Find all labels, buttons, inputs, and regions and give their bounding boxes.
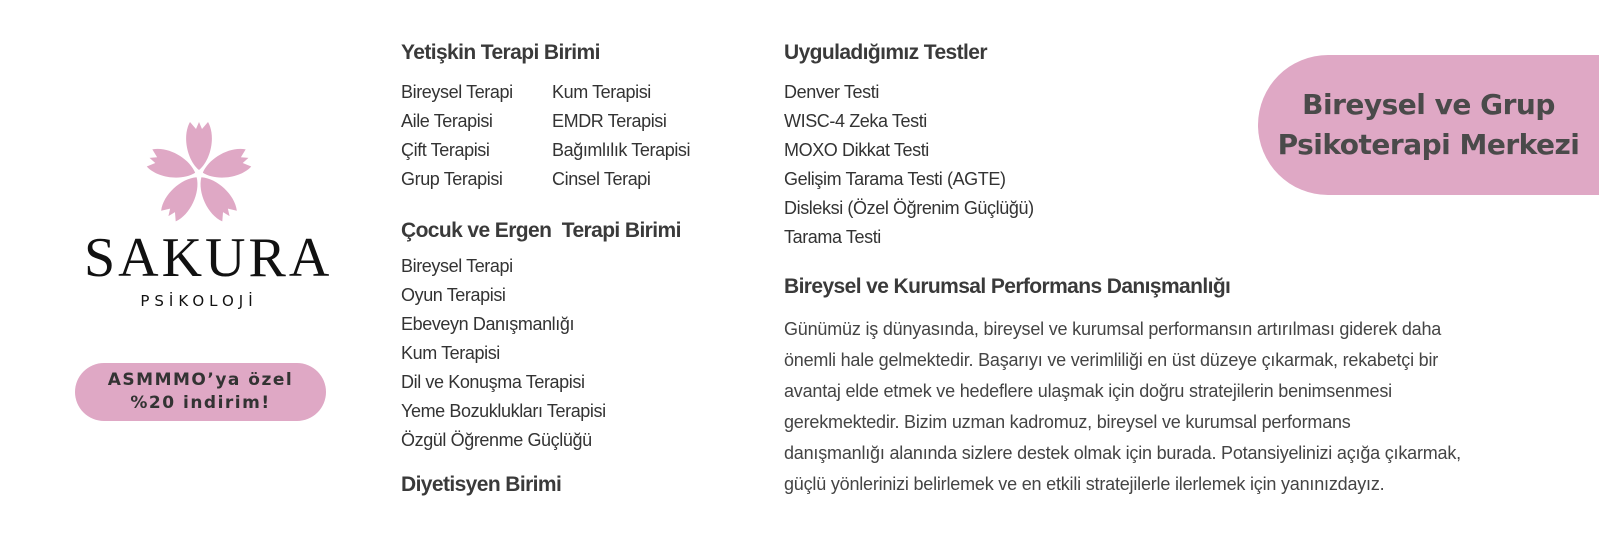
list-item: MOXO Dikkat Testi bbox=[784, 140, 929, 160]
list-item: Grup Terapisi bbox=[401, 169, 503, 189]
list-item: WISC-4 Zeka Testi bbox=[784, 111, 927, 131]
list-item: Denver Testi bbox=[784, 82, 879, 102]
performance-title: Bireysel ve Kurumsal Performans Danışmanlığı bbox=[784, 275, 1231, 298]
brand-name: SAKURA bbox=[84, 227, 333, 289]
list-item: Oyun Terapisi bbox=[401, 285, 506, 305]
paragraph-line: avantaj elde etmek ve hedeflere ulaşmak için doğru stratejilerin benimsenmesi bbox=[784, 381, 1392, 401]
list-item: Kum Terapisi bbox=[401, 343, 500, 363]
list-item: Aile Terapisi bbox=[401, 111, 493, 131]
logo bbox=[84, 120, 333, 320]
paragraph-line: güçlü yönlerinizi belirlemek ve en etkili stratejilerle ilerlemek için yanınızdayız. bbox=[784, 474, 1385, 494]
sakura-flower-icon bbox=[142, 120, 256, 228]
list-item: Bireysel Terapi bbox=[401, 82, 513, 102]
promo-badge bbox=[75, 363, 326, 421]
list-item: Gelişim Tarama Testi (AGTE) bbox=[784, 169, 1006, 189]
list-item: Özgül Öğrenme Güçlüğü bbox=[401, 430, 592, 450]
performance-paragraph bbox=[784, 314, 1504, 500]
center-badge-line-1: Bireysel ve Grup bbox=[1302, 88, 1555, 121]
list-item: Tarama Testi bbox=[784, 227, 881, 247]
list-item: Cinsel Terapi bbox=[552, 169, 651, 189]
adult-unit-list-col1 bbox=[401, 78, 513, 194]
adult-unit-title: Yetişkin Terapi Birimi bbox=[401, 41, 600, 64]
diet-unit-title: Diyetisyen Birimi bbox=[401, 473, 562, 496]
child-unit-list bbox=[401, 252, 606, 455]
list-item: Ebeveyn Danışmanlığı bbox=[401, 314, 575, 334]
center-badge bbox=[1258, 55, 1599, 195]
adult-unit-list-col2 bbox=[552, 78, 690, 194]
list-item: Yeme Bozuklukları Terapisi bbox=[401, 401, 606, 421]
list-item: Disleksi (Özel Öğrenim Güçlüğü) bbox=[784, 198, 1034, 218]
promo-line-2: %20 indirim! bbox=[130, 393, 271, 413]
center-badge-line-2: Psikoterapi Merkezi bbox=[1277, 128, 1580, 161]
brand-subtitle: PSİKOLOJİ bbox=[140, 292, 258, 310]
list-item: Dil ve Konuşma Terapisi bbox=[401, 372, 585, 392]
list-item: Bağımlılık Terapisi bbox=[552, 140, 691, 160]
list-item: Çift Terapisi bbox=[401, 140, 490, 160]
paragraph-line: danışmanlığı alanında sizlere destek olmak için burada. Potansiyelinizi açığa çıkarmak, bbox=[784, 443, 1461, 463]
paragraph-line: önemli hale gelmektedir. Başarıyı ve verimliliği en üst düzeye çıkarmak, rekabetçi bir bbox=[784, 350, 1439, 370]
child-unit-title: Çocuk ve Ergen Terapi Birimi bbox=[401, 219, 681, 242]
list-item: Kum Terapisi bbox=[552, 82, 651, 102]
paragraph-line: Günümüz iş dünyasında, bireysel ve kurumsal performansın artırılması giderek daha bbox=[784, 319, 1442, 339]
promo-line-1: ASMMMO’ya özel bbox=[107, 370, 294, 390]
list-item: EMDR Terapisi bbox=[552, 111, 667, 131]
tests-title: Uyguladığımız Testler bbox=[784, 41, 987, 64]
paragraph-line: gerekmektedir. Bizim uzman kadromuz, bireysel ve kurumsal performans bbox=[784, 412, 1351, 432]
list-item: Bireysel Terapi bbox=[401, 256, 513, 276]
tests-list bbox=[784, 78, 1034, 252]
